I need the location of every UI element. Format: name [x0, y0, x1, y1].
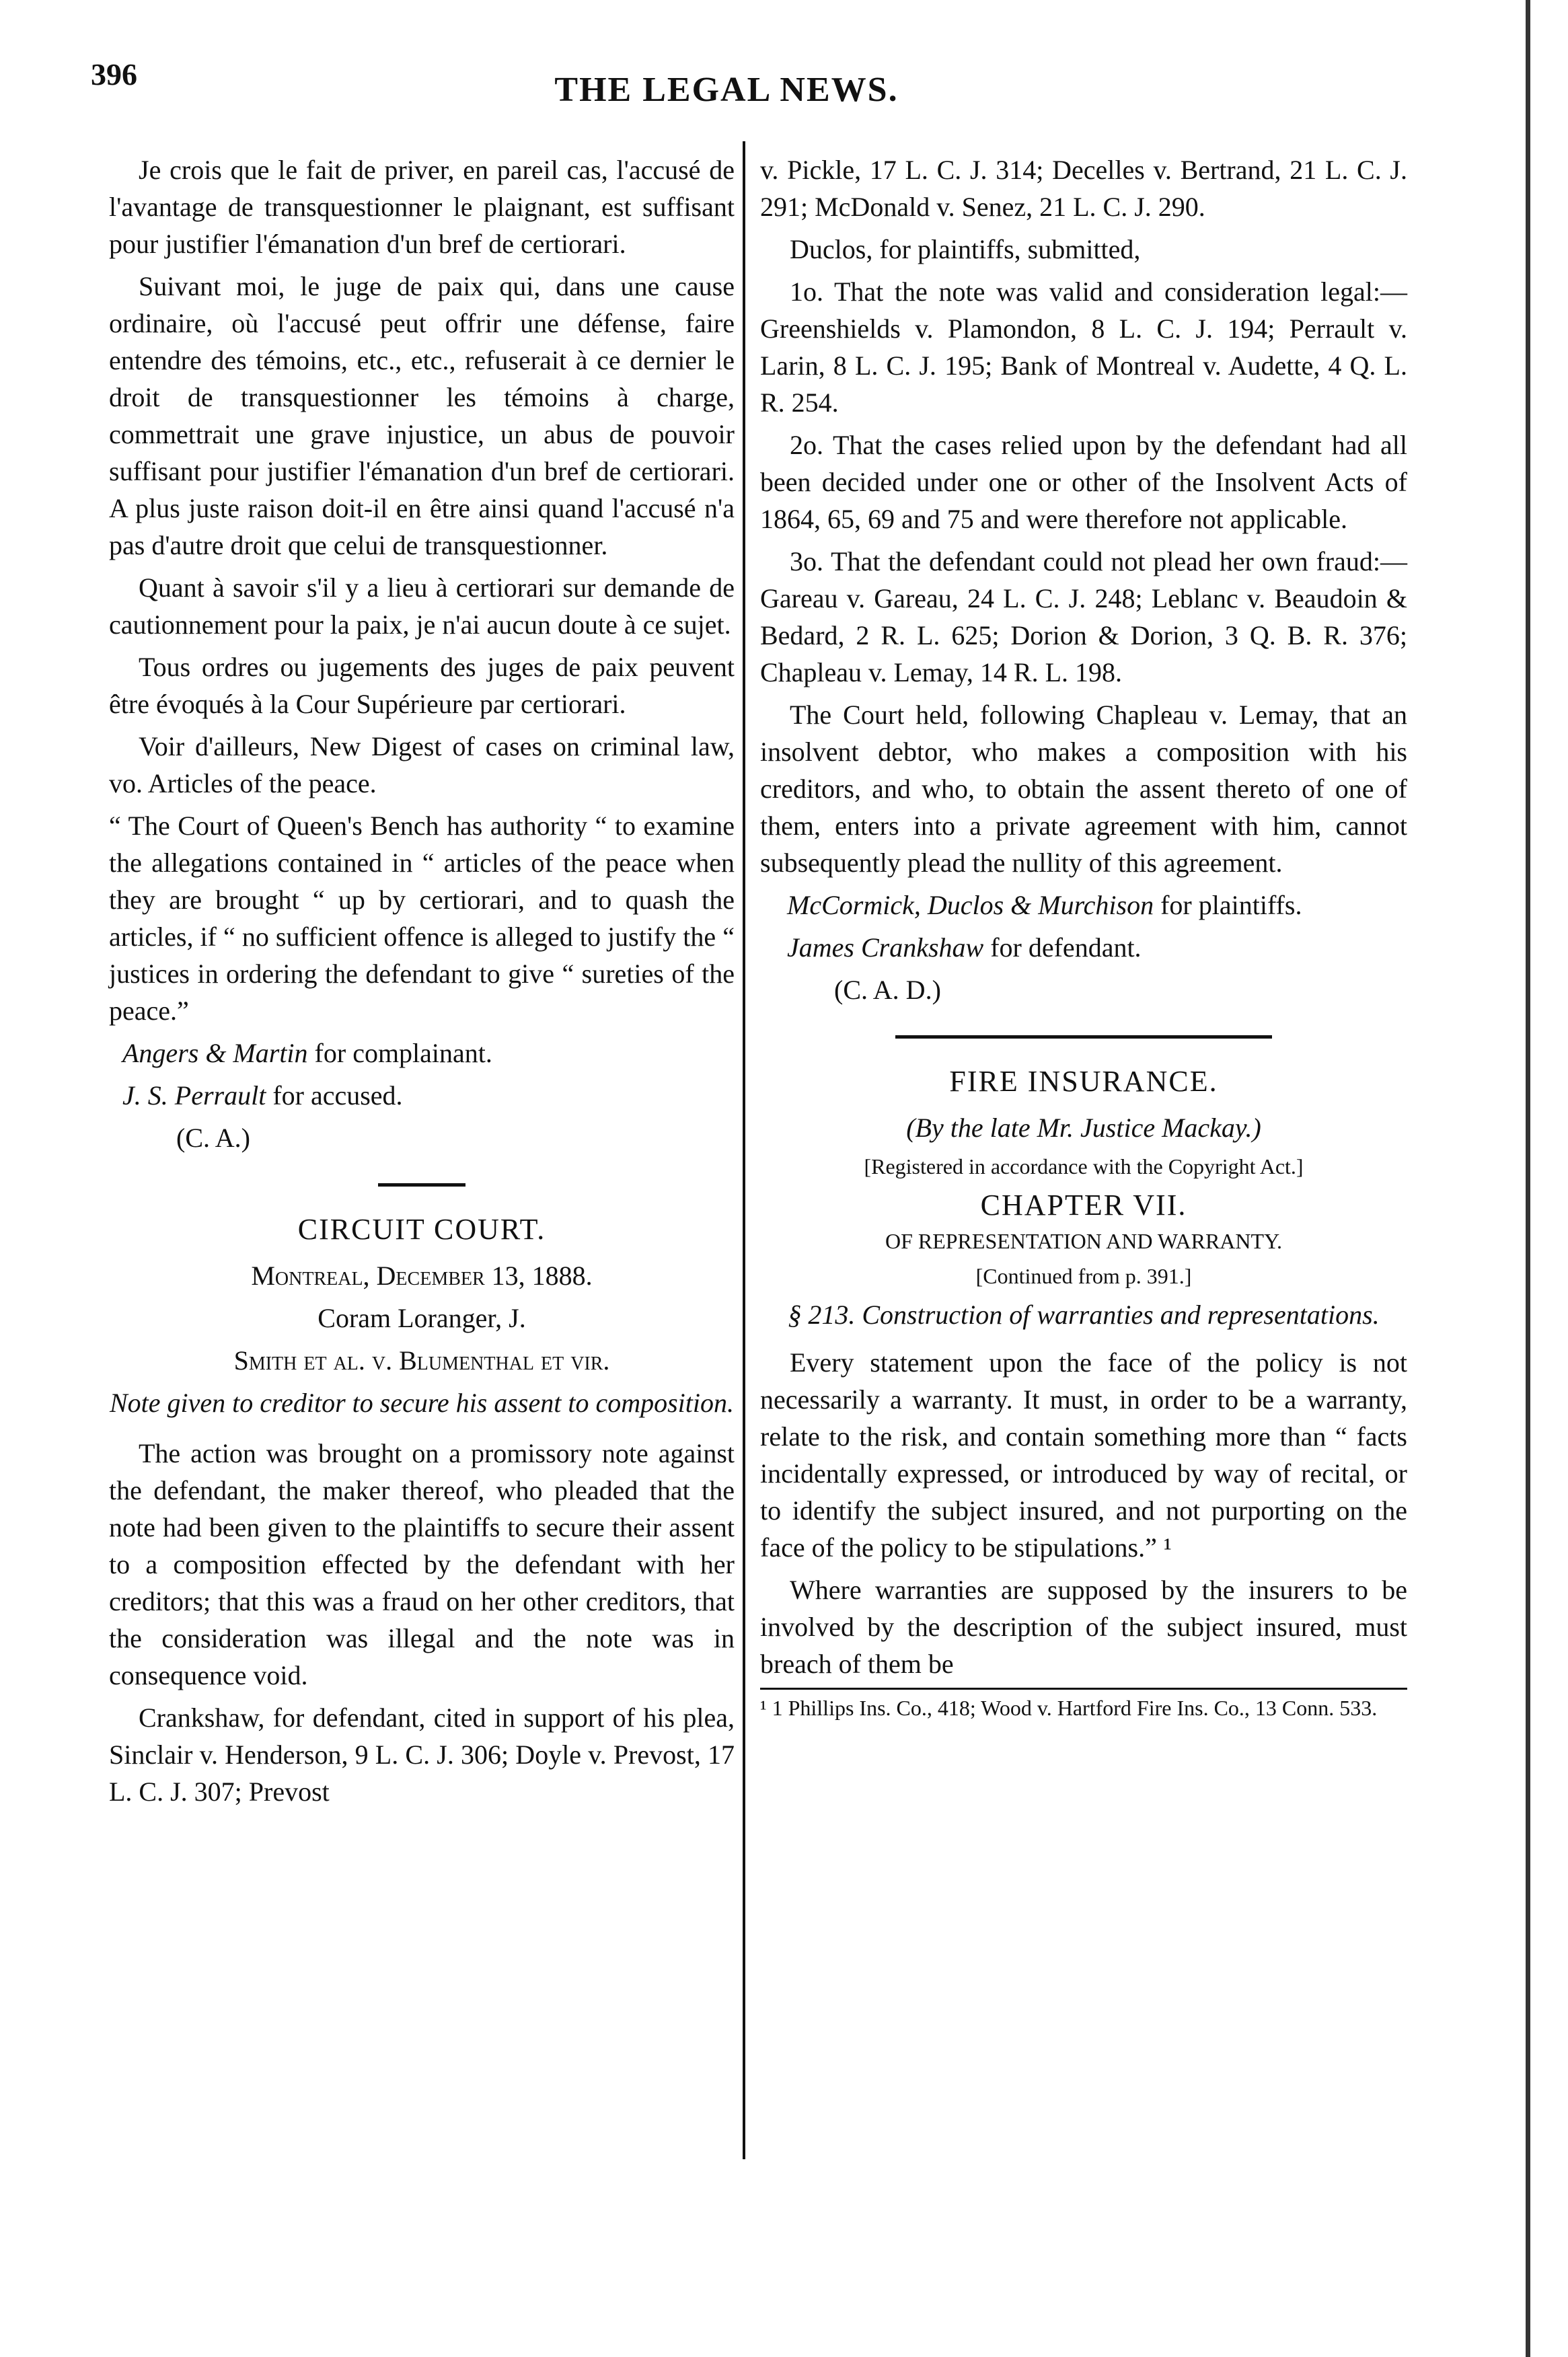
counsel-line: [760, 887, 1407, 924]
footnote: ¹ 1 Phillips Ins. Co., 418; Wood v. Hartford Fire Ins. Co., 13 Conn. 533.: [760, 1688, 1407, 1722]
counsel-name: James Crankshaw: [787, 932, 984, 963]
chapter-title: OF REPRESENTATION AND WARRANTY.: [885, 1229, 1283, 1253]
paragraph: Quant à savoir s'il y a lieu à certiorari sur demande de cautionnement pour la paix, je n'ai aucun doute à ce sujet.: [109, 572, 735, 640]
paragraph: v. Pickle, 17 L. C. J. 314; Decelles v. Bertrand, 21 L. C. J. 291; McDonald v. Senez, 21 L. C. J. 290.: [760, 155, 1407, 222]
place-date: Montreal, December 13, 1888.: [251, 1261, 593, 1291]
chapter-heading: CHAPTER VII.: [980, 1189, 1187, 1222]
right-column: [760, 151, 1407, 1727]
paragraph: Crankshaw, for defendant, cited in support of his plea, Sinclair v. Henderson, 9 L. C. J. 306; Doyle v. Prevost, 17 L. C. J. 307; Prevost: [109, 1703, 735, 1807]
paragraph: Where warranties are supposed by the insurers to be involved by the description of the subject insured, must breach of them be: [760, 1575, 1407, 1679]
running-head: THE LEGAL NEWS.: [554, 71, 899, 109]
section-heading: § 213. Construction of warranties and representations.: [788, 1300, 1380, 1330]
paragraph: 3o. That the defendant could not plead her own fraud:—Gareau v. Gareau, 24 L. C. J. 248; Leblanc v. Beaudoin & Bedard, 2 R. L. 625; Dorion & Dorion, 3 Q. B. R. 376; Chapleau v. Lemay, 14 R. L. 198.: [760, 546, 1407, 687]
court-heading: CIRCUIT COURT.: [297, 1213, 546, 1246]
paragraph: 2o. That the cases relied upon by the defendant had all been decided under one or other of the Insolvent Acts of 1864, 65, 69 and 75 and were therefore not applicable.: [760, 430, 1407, 534]
continued-note: [Continued from p. 391.]: [975, 1264, 1192, 1288]
byline: (By the late Mr. Justice Mackay.): [906, 1113, 1261, 1143]
counsel-name: McCormick, Duclos & Murchison: [787, 890, 1154, 920]
headnote: Note given to creditor to secure his assent to composition.: [109, 1388, 735, 1418]
paragraph: The action was brought on a promissory note against the defendant, the maker thereof, who pleaded that the note had been given to the plaintiffs to secure their assent to a composition effected by the defendant with her creditors; that this was a fraud on her other creditors, that the consideration was illegal and the note was in consequence void.: [109, 1438, 735, 1690]
counsel-name: J. S. Perrault: [122, 1080, 266, 1111]
paragraph: 1o. That the note was valid and consideration legal:—Greenshields v. Plamondon, 8 L. C. J. 194; Perrault v. Larin, 8 L. C. J. 195; Bank of Montreal v. Audette, 4 Q. L. R. 254.: [760, 276, 1407, 418]
paragraph: The Court held, following Chapleau v. Lemay, that an insolvent debtor, who makes a composition with his creditors, and who, to obtain the assent thereto of one of them, enters into a private agreement with him, cannot subsequently plead the nullity of this agreement.: [760, 700, 1407, 878]
reporter-initials: (C. A. D.): [834, 975, 941, 1005]
paragraph: Tous ordres ou jugements des juges de paix peuvent être évoqués à la Cour Supérieure par certiorari.: [109, 652, 735, 719]
quotation: “ The Court of Queen's Bench has authority “ to examine the allegations contained in “ articles of the peace when they are brought “ up by certiorari, and to quash the articles, if “ no sufficient offence is alleged to justify the “ justices in ordering the defendant to give “ sureties of the peace.”: [109, 811, 735, 1026]
paragraph: Suivant moi, le juge de paix qui, dans une cause ordinaire, où l'accusé peut offrir une défense, faire entendre des témoins, etc., etc., refuserait à ce dernier le droit de transquestionner les témoins à charge, commettrait une grave injustice, un abus de pouvoir suffisant pour justifier l'émanation d'un bref de certiorari. A plus juste raison doit-il en être ainsi quand l'accusé n'a pas d'autre droit que celui de transquestionner.: [109, 271, 735, 560]
paragraph: Every statement upon the face of the policy is not necessarily a warranty. It must, in order to be a warranty, relate to the risk, and contain something more than “ facts incidentally expressed, or introduced by way of recital, or to identify the subject insured, and not purporting on the face of the policy to be stipulations.” ¹: [760, 1347, 1407, 1563]
paragraph: Duclos, for plaintiffs, submitted,: [790, 234, 1141, 264]
paragraph: Voir d'ailleurs, New Digest of cases on criminal law, vo. Articles of the peace.: [109, 731, 735, 798]
counsel-role: for accused.: [272, 1080, 403, 1111]
left-column: [109, 151, 735, 1816]
page-number: 396: [91, 57, 137, 91]
reporter-initials: (C. A.): [176, 1123, 250, 1153]
counsel-line: [109, 1077, 735, 1114]
counsel-line: [760, 929, 1407, 966]
section-divider: [378, 1183, 465, 1187]
counsel-role: for defendant.: [990, 932, 1142, 963]
scan-edge-line: [1526, 0, 1530, 2357]
case-parties: Smith et al. v. Blumenthal et vir.: [233, 1345, 610, 1376]
paragraph: Je crois que le fait de priver, en pareil cas, l'accusé de l'avantage de transquestionner le plaignant, est suffisant pour justifier l'émanation d'un bref de certiorari.: [109, 155, 735, 259]
article-heading: FIRE INSURANCE.: [949, 1065, 1218, 1098]
counsel-name: Angers & Martin: [122, 1038, 308, 1068]
counsel-role: for plaintiffs.: [1160, 890, 1302, 920]
counsel-role: for complainant.: [314, 1038, 492, 1068]
section-divider: [895, 1035, 1272, 1039]
column-divider: [743, 141, 745, 2159]
counsel-line: [109, 1035, 735, 1072]
copyright-notice: [Registered in accordance with the Copyright Act.]: [864, 1154, 1304, 1178]
coram: Coram Loranger, J.: [318, 1303, 526, 1333]
